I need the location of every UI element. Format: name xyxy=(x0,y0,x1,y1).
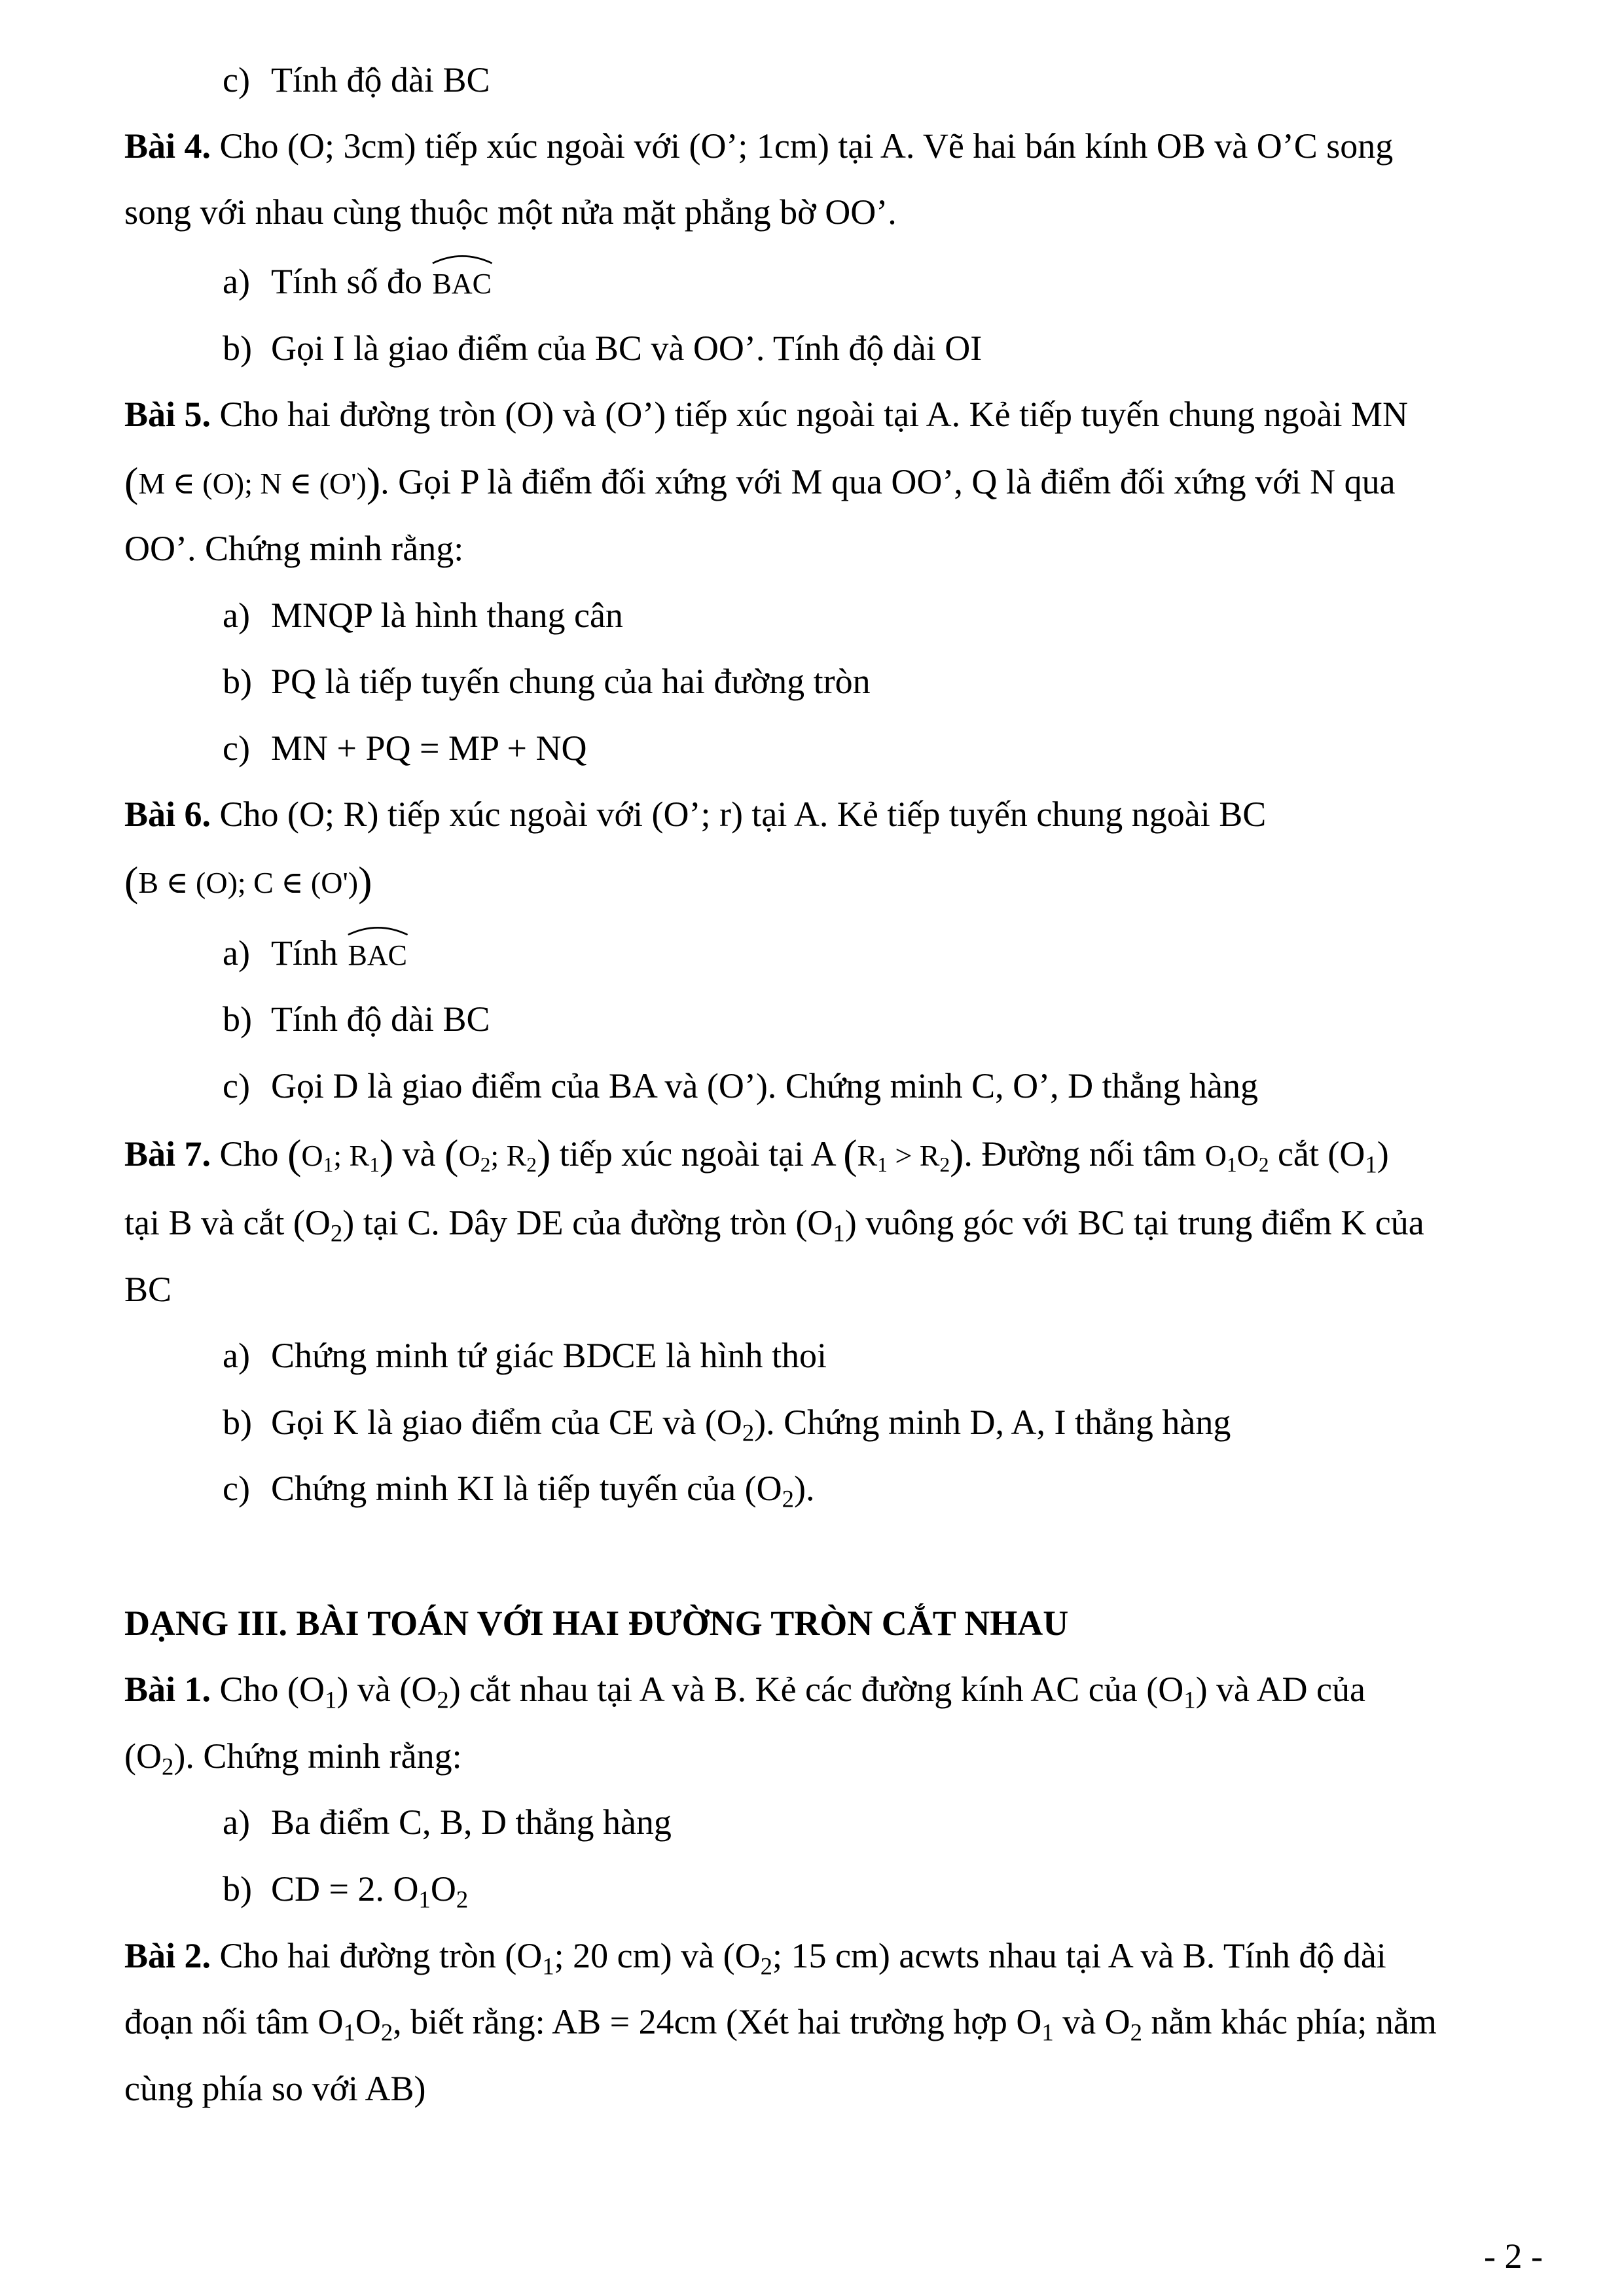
exercise-iii-1-cont: $(O_2)$. Chứng minh rằng: xyxy=(124,1736,462,1780)
item-5b: b) PQ là tiếp tuyến chung của hai đường tròn xyxy=(223,662,871,701)
exercise-4-cont: song với nhau cùng thuộc một nửa mặt phẳng bờ OO’. xyxy=(124,192,897,232)
item-4a: a) Tính số đo BAC xyxy=(223,262,493,304)
item-4b: b) Gọi I là giao điểm của BC và OO’. Tính độ dài OI xyxy=(223,329,983,368)
exercise-5-cont2: OO’. Chứng minh rằng: xyxy=(124,529,464,568)
exercise-7-cont: tại B và cắt $(O_2)$ tại C. Dây DE của đường tròn $(O_1)$ vuông góc với BC tại trung điểm K của xyxy=(124,1203,1424,1247)
item-7c: c) Chứng minh KI là tiếp tuyến của $(O_2)$. xyxy=(223,1469,815,1513)
exercise-6: Bài 6. Cho (O; R) tiếp xúc ngoài với (O’; r) tại A. Kẻ tiếp tuyến chung ngoài BC xyxy=(124,795,1267,834)
exercise-7-cont2: BC xyxy=(124,1270,172,1309)
exercise-iii-2-cont2: cùng phía so với AB) xyxy=(124,2069,426,2108)
item-4c-prev: c) Tính độ dài BC xyxy=(223,60,490,99)
item-iii-1b: b) CD = 2. $O_1O_2$ xyxy=(223,1869,469,1913)
item-5c: c) MN + PQ = MP + NQ xyxy=(223,728,587,768)
item-7a: a) Chứng minh tứ giác BDCE là hình thoi xyxy=(223,1336,827,1375)
exercise-iii-1: Bài 1. Cho $(O_1)$ và $(O_2)$ cắt nhau tại A và B. Kẻ các đường kính AC của $(O_1)$ và AD của xyxy=(124,1670,1365,1713)
exercise-5-cont: (M ∈ (O); N ∈ (O')). Gọi P là điểm đối xứng với M qua OO’, Q là điểm đối xứng với N qua xyxy=(124,459,1396,505)
item-6a: a) Tính BAC xyxy=(223,933,408,975)
exercise-5: Bài 5. Cho hai đường tròn (O) và (O’) tiếp xúc ngoài tại A. Kẻ tiếp tuyến chung ngoài MN xyxy=(124,395,1408,434)
exercise-iii-2: Bài 2. Cho hai đường tròn ($O_1$; 20 cm) và ($O_2$; 15 cm) acwts nhau tại A và B. Tính độ dài xyxy=(124,1936,1386,1980)
item-6b: b) Tính độ dài BC xyxy=(223,999,490,1039)
exercise-iii-2-cont: đoạn nối tâm $O_1O_2$, biết rằng: AB = 24cm (Xét hai trường hợp $O_1$ và $O_2$ nằm khác phía; nằm xyxy=(124,2002,1437,2046)
exercise-4: Bài 4. Cho (O; 3cm) tiếp xúc ngoài với (O’; 1cm) tại A. Vẽ hai bán kính OB và O’C song xyxy=(124,126,1394,166)
item-5a: a) MNQP là hình thang cân xyxy=(223,596,623,635)
section-heading: DẠNG III. BÀI TOÁN VỚI HAI ĐƯỜNG TRÒN CẮT NHAU xyxy=(124,1604,1069,1643)
page-number: - 2 - xyxy=(1484,2236,1543,2276)
exercise-7: Bài 7. Cho ($O_1$; $R_1$) và ($O_2$; $R_2$) tiếp xúc ngoài tại A $(R_1 > R_2)$. Đường nối tâm $O_1O_2$ cắt $(O_1)$ xyxy=(124,1131,1389,1178)
exercise-6-cont: (B ∈ (O); C ∈ (O')) xyxy=(124,858,372,905)
angle-symbol: BAC xyxy=(347,936,408,975)
item-6c: c) Gọi D là giao điểm của BA và (O’). Chứng minh C, O’, D thẳng hàng xyxy=(223,1066,1259,1105)
item-iii-1a: a) Ba điểm C, B, D thẳng hàng xyxy=(223,1803,672,1842)
item-7b: b) Gọi K là giao điểm của CE và $(O_2)$. Chứng minh D, A, I thẳng hàng xyxy=(223,1403,1231,1446)
angle-symbol: BAC xyxy=(431,264,493,304)
